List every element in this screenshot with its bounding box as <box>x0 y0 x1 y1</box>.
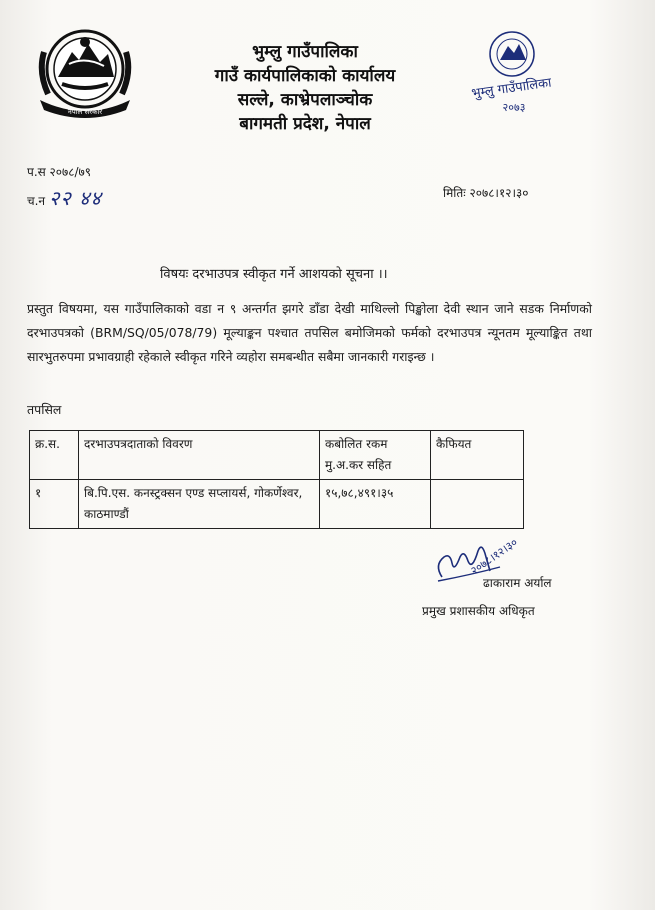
header-amount: कबोलित रकम मु.अ.कर सहित <box>320 431 431 480</box>
dispatch-handwritten-number: २२ ४४ <box>48 186 102 210</box>
signer-name: ढाकाराम अर्याल <box>483 576 552 590</box>
municipality-stamp-icon <box>456 26 566 118</box>
province-country: बागमती प्रदेश, नेपाल <box>239 114 371 134</box>
details-label: तपसिल <box>27 402 62 417</box>
svg-text:भुम्लु गाउँपालिका: भुम्लु गाउँपालिका <box>470 75 553 102</box>
header-remarks: कैफियत <box>431 431 524 480</box>
header-sn: क्र.स. <box>30 431 79 480</box>
svg-text:२०७८।१२।३०: २०७८।१२।३० <box>468 535 521 578</box>
cell-sn: १ <box>30 480 79 529</box>
cell-bidder: बि.पि.एस. कनस्ट्रक्सन एण्ड सप्लायर्स, गोकर्णेश्वर, काठमाण्डौं <box>79 480 320 529</box>
notice-date: मितिः २०७८।१२।३० <box>443 186 529 200</box>
cell-remarks <box>431 480 524 529</box>
office-header <box>180 40 430 136</box>
header-bidder: दरभाउपत्रदाताको विवरण <box>79 431 320 480</box>
subject-line: विषयः दरभाउपत्र स्वीकृत गर्ने आशयको सूचना ।। <box>160 267 388 282</box>
dispatch-label: च.न <box>27 194 46 208</box>
municipality-name: भुम्लु गाउँपालिका <box>252 42 358 62</box>
fiscal-reference: प.स २०७८/७९ <box>27 165 92 179</box>
office-name: गाउँ कार्यपालिकाको कार्यालय <box>214 66 396 86</box>
bidder-table <box>29 430 524 529</box>
notice-body: प्रस्तुत विषयमा, यस गाउँपालिकाको वडा न ९ अन्तर्गत झगरे डाँडा देखी माथिल्लो पिङ्खोला देवी स्थान जाने सडक निर्माणको दरभाउपत्रको (BRM/SQ/05/078/79) मूल्याङ्कन पश्चात तपसिल बमोजिमको फर्मको दरभाउपत्र न्यूनतम मूल्याङ्कित तथा सारभुतरुपमा प्रभावग्राही रहेकाले स्वीकृत गरिने व्यहोरा समबन्धीत सबैमा जानकारी गराइन्छ । <box>27 301 592 364</box>
svg-text:नेपाल सरकार: नेपाल सरकार <box>67 108 103 116</box>
table-row <box>30 480 524 529</box>
svg-text:२०७३: २०७३ <box>502 101 526 114</box>
cell-amount: १५,७८,४९१।३५ <box>320 480 431 529</box>
table-header-row <box>30 431 524 480</box>
dispatch-number <box>27 184 102 211</box>
signer-designation: प्रमुख प्रशासकीय अधिकृत <box>422 604 535 618</box>
office-location: सल्ले, काभ्रेपलाञ्चोक <box>237 90 373 110</box>
nepal-emblem-icon <box>34 22 136 120</box>
